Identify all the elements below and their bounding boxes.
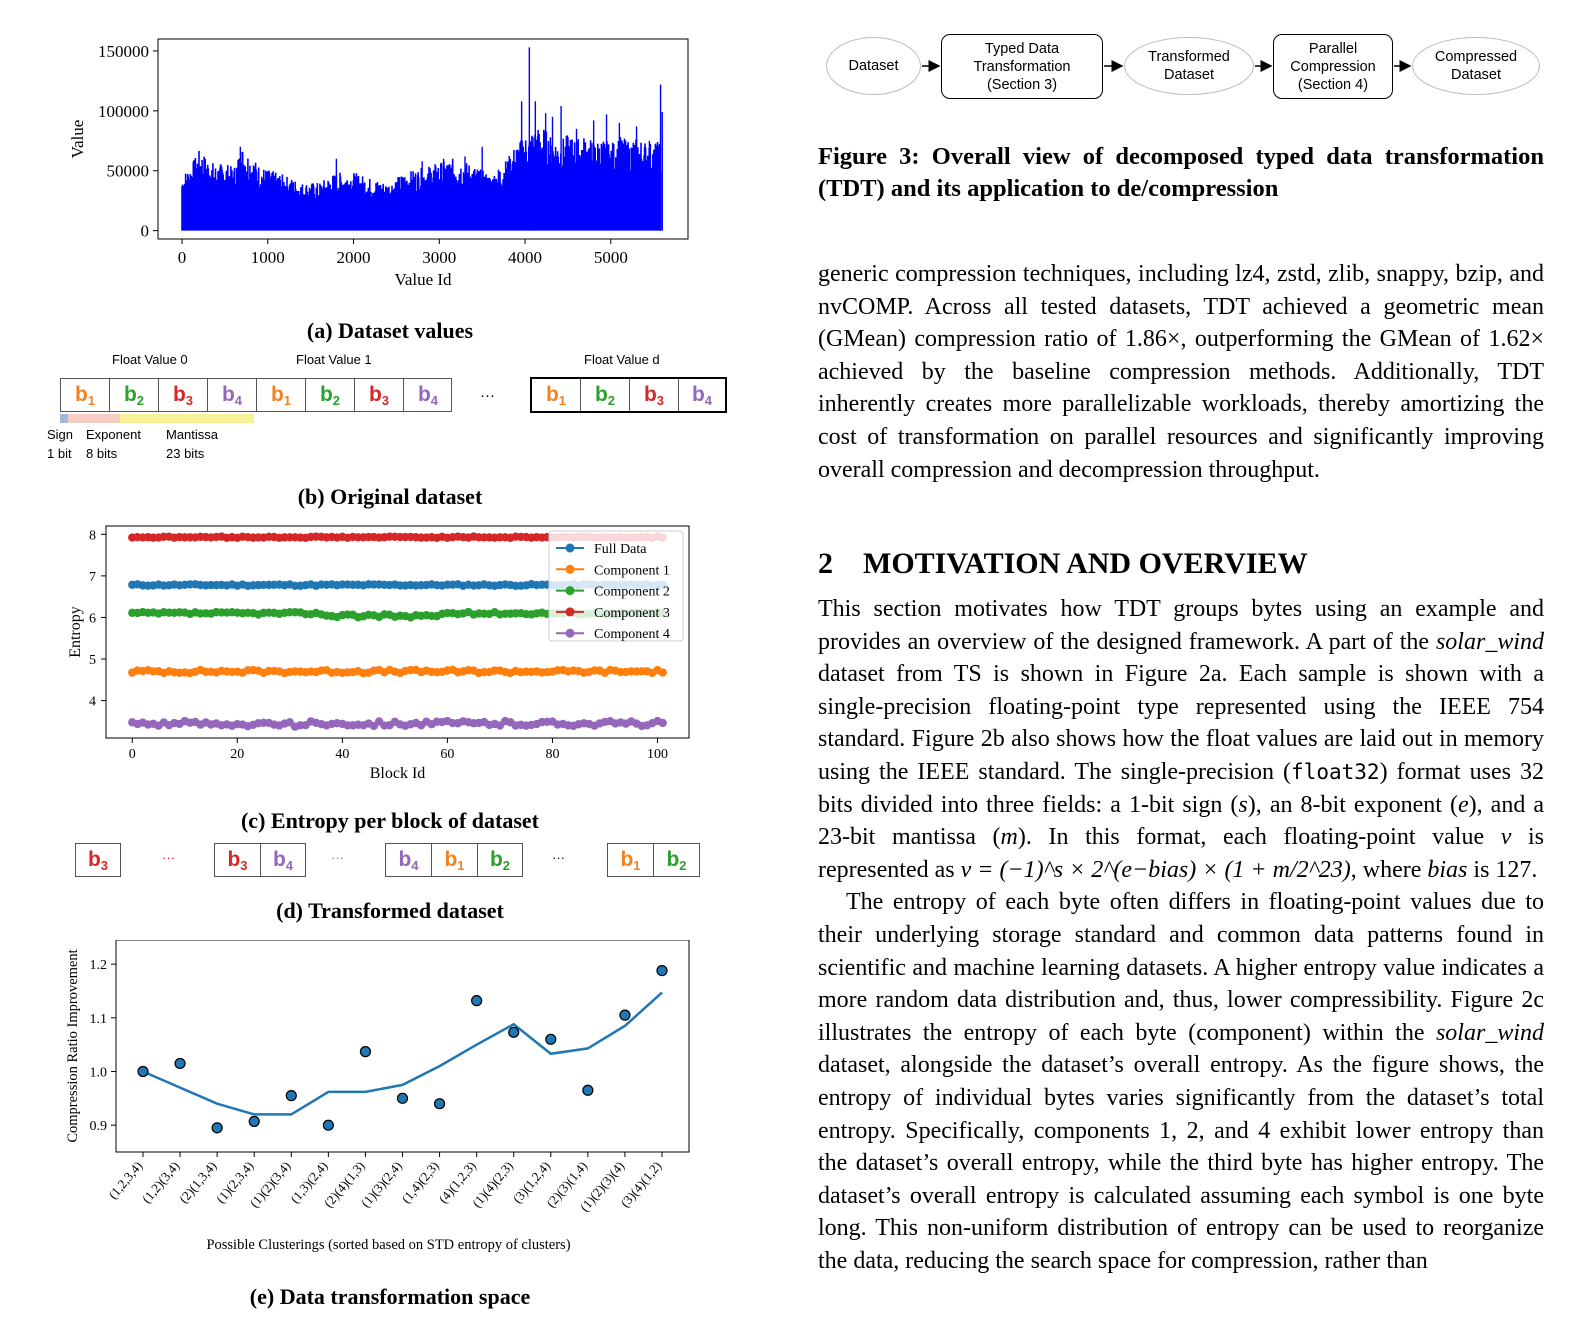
- transformed-group-1: [75, 843, 121, 877]
- x-axis-label: Possible Clusterings (sorted based on STD entropy of clusters): [206, 1237, 571, 1253]
- byte-subscript: 4: [430, 392, 439, 408]
- x-tick-label: 4000: [508, 248, 543, 267]
- entropy-marker: [659, 719, 667, 727]
- x-tick-label: (3)(1,2,4): [509, 1158, 554, 1207]
- data-point: [657, 966, 667, 976]
- italic-term: solar_wind: [1435, 1019, 1544, 1046]
- paragraph-2-text: [818, 593, 1544, 886]
- byte-cell: [608, 844, 654, 876]
- text-run: is represented as: [818, 824, 1544, 883]
- byte-letter: b: [74, 383, 88, 406]
- flow-node-line: (Section 3): [986, 76, 1058, 93]
- transformation-space-chart: [50, 940, 720, 1280]
- data-point: [398, 1093, 408, 1103]
- text-run: The entropy of each byte often differs in floating-point values due to their underlying storage standard and common data patterns found in scientific and machine learning datasets. A higher entropy value indicates a more random data distribution and, thus, lower compressibility. Figure 2c illustrates the entropy of each byte (component) within the: [818, 889, 1544, 1046]
- legend-label: Component 4: [594, 627, 670, 643]
- text-run: , where: [1350, 856, 1428, 883]
- byte-letter: b: [545, 383, 559, 406]
- exponent-bar: [68, 414, 120, 423]
- text-run: dataset, alongside the dataset’s overall entropy. As the figure shows, the entropy of individual bytes varies significantly from the dataset’s total entropy. Specifically, components 1, 2, and 4 exhibit lower entropy than the dataset’s overall entropy, while the third byte has higher entropy. The dataset’s overall entropy is calculated assuming each symbol is one byte long. This non-uniform distribution of entropy can be used to reorganize the data, reducing the search space for compression, rather than: [818, 1052, 1544, 1274]
- x-tick-label: 20: [230, 747, 245, 762]
- data-point: [472, 996, 482, 1006]
- figure-3-caption: Figure 3: Overall view of decomposed typed data transformation (TDT) and its application to de/compression: [818, 143, 1544, 202]
- y-tick-label: 0.9: [89, 1119, 107, 1135]
- byte-cell: [478, 844, 522, 876]
- y-tick-label: 50000: [106, 161, 149, 181]
- entropy-chart: [50, 522, 720, 802]
- data-point: [360, 1047, 370, 1057]
- byte-cell: [159, 379, 208, 411]
- float-value-d-label: Float Value d: [584, 352, 660, 367]
- byte-letter: b: [87, 848, 101, 871]
- mantissa-bar: [120, 414, 254, 423]
- byte-cell: [630, 379, 679, 411]
- data-point: [286, 1091, 296, 1101]
- legend-marker: [566, 607, 575, 616]
- byte-subscript: 3: [656, 392, 665, 408]
- byte-subscript: 2: [679, 857, 687, 873]
- byte-cell: [654, 844, 699, 876]
- legend-marker: [566, 586, 575, 595]
- byte-letter: b: [643, 383, 657, 406]
- x-tick-label: 0: [128, 747, 136, 762]
- chart-legend: [549, 531, 683, 642]
- x-tick-label: 60: [440, 747, 455, 762]
- x-tick-label: (1)(3)(2,4): [357, 1158, 405, 1211]
- text-run: ), and a 23-bit mantissa (: [818, 791, 1545, 851]
- data-point: [175, 1058, 185, 1068]
- ellipsis: ···: [331, 850, 344, 865]
- byte-subscript: 4: [411, 857, 419, 873]
- byte-letter: b: [368, 383, 382, 406]
- plot-frame: [116, 940, 689, 1152]
- byte-cell: [76, 844, 120, 876]
- byte-cell: [432, 844, 478, 876]
- data-point: [546, 1034, 556, 1044]
- flow-node-line: Typed Data: [984, 40, 1060, 57]
- byte-cell: [355, 379, 404, 411]
- byte-letter: b: [227, 848, 241, 871]
- figure-d-caption: (d) Transformed dataset: [276, 898, 504, 923]
- legend-marker: [566, 629, 575, 638]
- byte-letter: b: [620, 848, 634, 871]
- float-value-0-label: Float Value 0: [112, 352, 188, 367]
- byte-cell: [61, 379, 110, 411]
- y-tick-label: 5: [89, 653, 96, 669]
- x-tick-label: (1)(2)(3,4): [246, 1158, 294, 1211]
- text-run: dataset from TS is shown in Figure 2a. Each sample is shown with a single-precision floating-point type represented using the IEEE 754 standard. Figure 2b also shows how the float values are laid out in memory using the IEEE standard. The single-precision (: [818, 661, 1544, 785]
- entropy-series: [128, 666, 667, 678]
- data-point: [509, 1027, 519, 1037]
- paragraph-3-text: [818, 886, 1544, 1277]
- sign-bar: [60, 414, 68, 423]
- byte-subscript: 1: [87, 392, 96, 408]
- formula: v = (−1)^s × 2^(e−bias) × (1 + m/2^23): [960, 856, 1351, 883]
- x-tick-label: 80: [545, 747, 560, 762]
- byte-subscript: 3: [240, 857, 248, 873]
- x-tick-label: (3)(4)(1,2): [617, 1158, 665, 1211]
- y-tick-label: 7: [89, 569, 96, 585]
- byte-letter: b: [444, 848, 458, 871]
- legend-label: Component 3: [594, 605, 670, 621]
- byte-cell: [261, 844, 305, 876]
- transformed-dataset-diagram: [0, 840, 760, 890]
- x-tick-label: 2000: [336, 248, 371, 267]
- byte-subscript: 2: [136, 392, 145, 408]
- y-tick-label: 100000: [98, 101, 149, 121]
- figure-e-caption: (e) Data transformation space: [249, 1284, 531, 1309]
- figure-c-caption: (c) Entropy per block of dataset: [240, 808, 539, 833]
- byte-letter: b: [666, 848, 680, 871]
- x-tick-label: 40: [335, 747, 350, 762]
- data-point: [323, 1120, 333, 1130]
- byte-cell: [257, 379, 306, 411]
- section-title: MOTIVATION AND OVERVIEW: [863, 547, 1308, 580]
- flow-node-label: Dataset: [848, 58, 899, 74]
- byte-subscript: 2: [332, 392, 341, 408]
- byte-cell: [110, 379, 159, 411]
- x-tick-label: (2)(4)(1,3): [320, 1158, 368, 1211]
- sign-label: Sign: [47, 427, 74, 442]
- flow-node-line: Compression: [1290, 58, 1376, 75]
- x-tick-label: 1000: [250, 248, 285, 267]
- ellipsis: ···: [162, 850, 175, 865]
- y-tick-label: 6: [89, 611, 96, 627]
- byte-cell: [306, 379, 355, 411]
- byte-subscript: 1: [558, 392, 567, 408]
- y-axis-label: Value: [68, 119, 87, 159]
- byte-subscript: 2: [607, 392, 616, 408]
- byte-cell: [386, 844, 432, 876]
- byte-cell: [581, 379, 630, 411]
- byte-subscript: 1: [633, 857, 641, 873]
- legend-label: Component 1: [594, 563, 670, 579]
- transformed-group-4: [607, 843, 700, 877]
- y-tick-label: 1.2: [89, 958, 107, 974]
- x-tick-label: (4)(1,2,3): [435, 1158, 479, 1207]
- text-run: ) format uses 32 bits divided into three fields: a 1-bit sign (: [818, 758, 1544, 818]
- flow-node-line: Dataset: [1451, 67, 1501, 83]
- figure-a-caption: (a) Dataset values: [306, 318, 474, 343]
- y-tick-label: 8: [89, 528, 96, 544]
- paragraph-1: generic compression techniques, including lz4, zstd, zlib, snappy, bzip, and nvCOMP. Across all tested datasets, TDT achieved a geometric mean (GMean) compression ratio of 1.86×, outperforming the GMean of 1.62× achieved by the baseline compression methods. Additionally, TDT inherently creates more parallelizable workloads, thereby amortizing the cost of transformation on parallel resources and significantly improving overall compression and decompression throughput.: [818, 261, 1544, 483]
- italic-term: solar_wind: [1435, 628, 1544, 655]
- figure-b-caption: (b) Original dataset: [297, 484, 483, 509]
- data-point: [138, 1066, 148, 1076]
- byte-subscript: 3: [381, 392, 390, 408]
- data-point: [583, 1085, 593, 1095]
- y-tick-label: 0: [140, 221, 149, 241]
- y-tick-label: 1.0: [89, 1065, 107, 1081]
- ellipsis: ···: [480, 387, 495, 404]
- x-tick-label: (1)(2,3,4): [212, 1158, 257, 1207]
- x-tick-label: 3000: [422, 248, 457, 267]
- dataset-values-chart: [40, 30, 720, 300]
- value-bars: [182, 130, 661, 231]
- transformed-group-2: [214, 843, 306, 877]
- flow-arrows: [818, 28, 1548, 108]
- x-tick-label: (1)(2)(3)(4): [576, 1158, 628, 1215]
- byte-letter: b: [319, 383, 333, 406]
- entropy-series: [128, 717, 667, 731]
- original-dataset-diagram: [0, 345, 760, 495]
- byte-subscript: 3: [185, 392, 194, 408]
- float-value-0-1-bytes: [60, 378, 452, 412]
- byte-subscript: 4: [285, 857, 294, 873]
- flow-node-line: Transformed: [1148, 49, 1230, 65]
- data-point: [249, 1116, 259, 1126]
- x-axis-label: Value Id: [394, 270, 452, 289]
- flow-node-line: Compressed: [1434, 49, 1518, 65]
- byte-letter: b: [272, 848, 286, 871]
- byte-cell: [679, 379, 725, 411]
- math-s: s: [1238, 791, 1248, 818]
- byte-letter: b: [594, 383, 608, 406]
- byte-cell: [404, 379, 452, 411]
- byte-cell: [208, 379, 257, 411]
- byte-letter: b: [398, 848, 412, 871]
- x-tick-label: (1,2)(3,4): [138, 1158, 183, 1207]
- data-point: [435, 1099, 445, 1109]
- flow-node-line: Parallel: [1308, 40, 1358, 57]
- x-tick-label: (1,2,3,4): [105, 1158, 146, 1202]
- math-v: v: [1500, 824, 1512, 851]
- transformed-group-3: [385, 843, 523, 877]
- byte-subscript: 3: [100, 857, 109, 873]
- flow-node-line: Transformation: [973, 58, 1071, 75]
- byte-cell: [215, 844, 261, 876]
- x-tick-label: (1,3)(2,4): [287, 1158, 331, 1207]
- math-bias: bias: [1427, 856, 1468, 883]
- byte-letter: b: [172, 383, 186, 406]
- section-number: 2: [818, 547, 833, 580]
- x-tick-label: 5000: [593, 248, 628, 267]
- x-tick-label: (1,4)(2,3): [398, 1158, 442, 1207]
- math-e: e: [1457, 791, 1469, 818]
- flow-node-line: (Section 4): [1297, 76, 1369, 93]
- exponent-bits: 8 bits: [86, 446, 118, 461]
- float-value-d-bytes: [530, 377, 727, 413]
- x-tick-label: 100: [646, 747, 668, 762]
- text-run: ). In this format, each floating-point value: [1017, 824, 1501, 851]
- byte-subscript: 1: [457, 857, 465, 873]
- byte-subscript: 4: [704, 392, 713, 408]
- byte-letter: b: [221, 383, 235, 406]
- x-tick-label: (1)(4)(2,3): [469, 1158, 517, 1211]
- legend-marker: [566, 565, 575, 574]
- x-tick-label: (2)(1,3,4): [175, 1158, 220, 1207]
- byte-subscript: 2: [502, 857, 511, 873]
- code-term: float32: [1291, 759, 1380, 784]
- sign-bits: 1 bit: [47, 446, 72, 461]
- data-point: [212, 1123, 222, 1133]
- byte-cell: [532, 379, 581, 411]
- mantissa-bits: 23 bits: [166, 446, 205, 461]
- data-point: [620, 1010, 630, 1020]
- y-tick-label: 150000: [98, 41, 149, 61]
- x-tick-label: 0: [177, 248, 187, 267]
- paragraph-2: [818, 593, 1544, 1277]
- byte-subscript: 1: [283, 392, 292, 408]
- x-tick-label: (2)(3)(1,4): [543, 1158, 591, 1211]
- section-heading: [818, 547, 1308, 581]
- overview-flow-diagram: [818, 28, 1548, 108]
- x-axis-label: Block Id: [369, 765, 426, 782]
- legend-label: Component 2: [594, 584, 670, 600]
- y-axis-label: Entropy: [67, 606, 84, 658]
- float-value-1-label: Float Value 1: [296, 352, 372, 367]
- text-run: This section motivates how TDT groups bytes using an example and provides an overview of the designed framework. A part of the: [818, 596, 1544, 655]
- entropy-marker: [659, 668, 667, 676]
- legend-marker: [566, 544, 575, 553]
- mantissa-label: Mantissa: [166, 427, 219, 442]
- byte-letter: b: [489, 848, 503, 871]
- byte-letter: b: [417, 383, 431, 406]
- y-axis-label: Compression Ratio Improvement: [65, 949, 81, 1143]
- text-run: ), an 8-bit exponent (: [1247, 791, 1458, 818]
- text-run: is 127.: [1467, 856, 1538, 883]
- y-tick-label: 1.1: [89, 1011, 107, 1027]
- flow-node-line: Dataset: [1164, 67, 1214, 83]
- ellipsis: ···: [552, 850, 565, 865]
- byte-letter: b: [123, 383, 137, 406]
- exponent-label: Exponent: [86, 427, 141, 442]
- byte-letter: b: [691, 383, 705, 406]
- byte-subscript: 4: [234, 392, 243, 408]
- y-tick-label: 4: [89, 694, 96, 710]
- math-m: m: [1000, 824, 1018, 851]
- byte-letter: b: [270, 383, 284, 406]
- legend-label: Full Data: [594, 542, 647, 557]
